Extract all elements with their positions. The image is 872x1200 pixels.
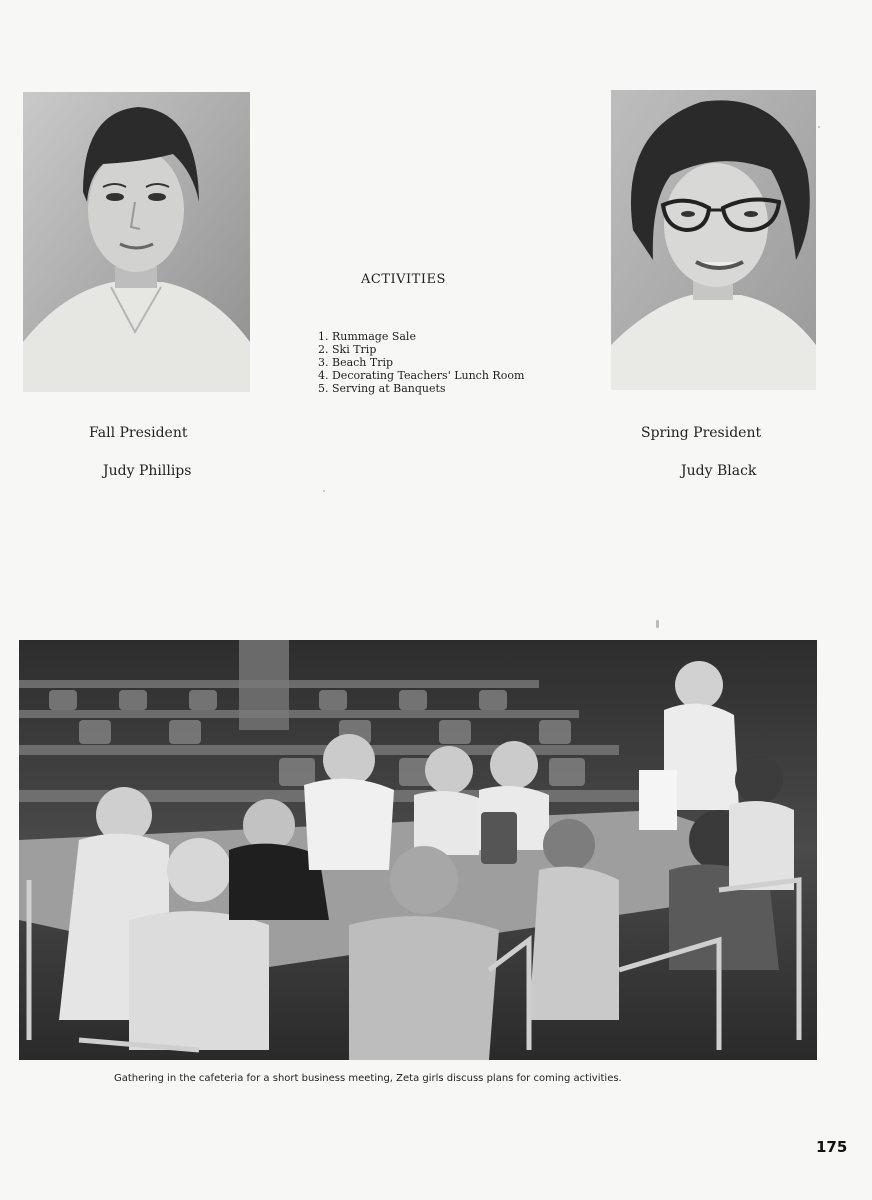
portrait-photo-right <box>611 90 816 390</box>
activities-list <box>318 330 524 395</box>
activity-item: 1. Rummage Sale <box>318 330 416 343</box>
spring-president-name: Judy Black <box>681 463 757 479</box>
group-photo-cafeteria <box>19 640 817 1060</box>
spring-president-role: Spring President <box>641 425 762 441</box>
portrait-left-image <box>23 92 250 392</box>
activity-item: 3. Beach Trip <box>318 356 394 369</box>
paper-speck <box>323 490 325 492</box>
fall-president-name: Judy Phillips <box>103 463 192 479</box>
page-number: 175 <box>816 1138 848 1156</box>
activity-item: 5. Serving at Banquets <box>318 382 446 395</box>
activity-item: 4. Decorating Teachers' Lunch Room <box>318 369 525 382</box>
portrait-photo-left <box>23 92 250 392</box>
group-photo-image <box>19 640 817 1060</box>
activities-heading: ACTIVITIES <box>361 272 446 287</box>
fall-president-role: Fall President <box>89 425 188 441</box>
paper-speck <box>818 126 820 128</box>
paper-speck <box>656 620 659 628</box>
activity-item: 2. Ski Trip <box>318 343 377 356</box>
portrait-right-image <box>611 90 816 390</box>
group-photo-caption: Gathering in the cafeteria for a short business meeting, Zeta girls discuss plans for coming activities. <box>114 1073 622 1084</box>
